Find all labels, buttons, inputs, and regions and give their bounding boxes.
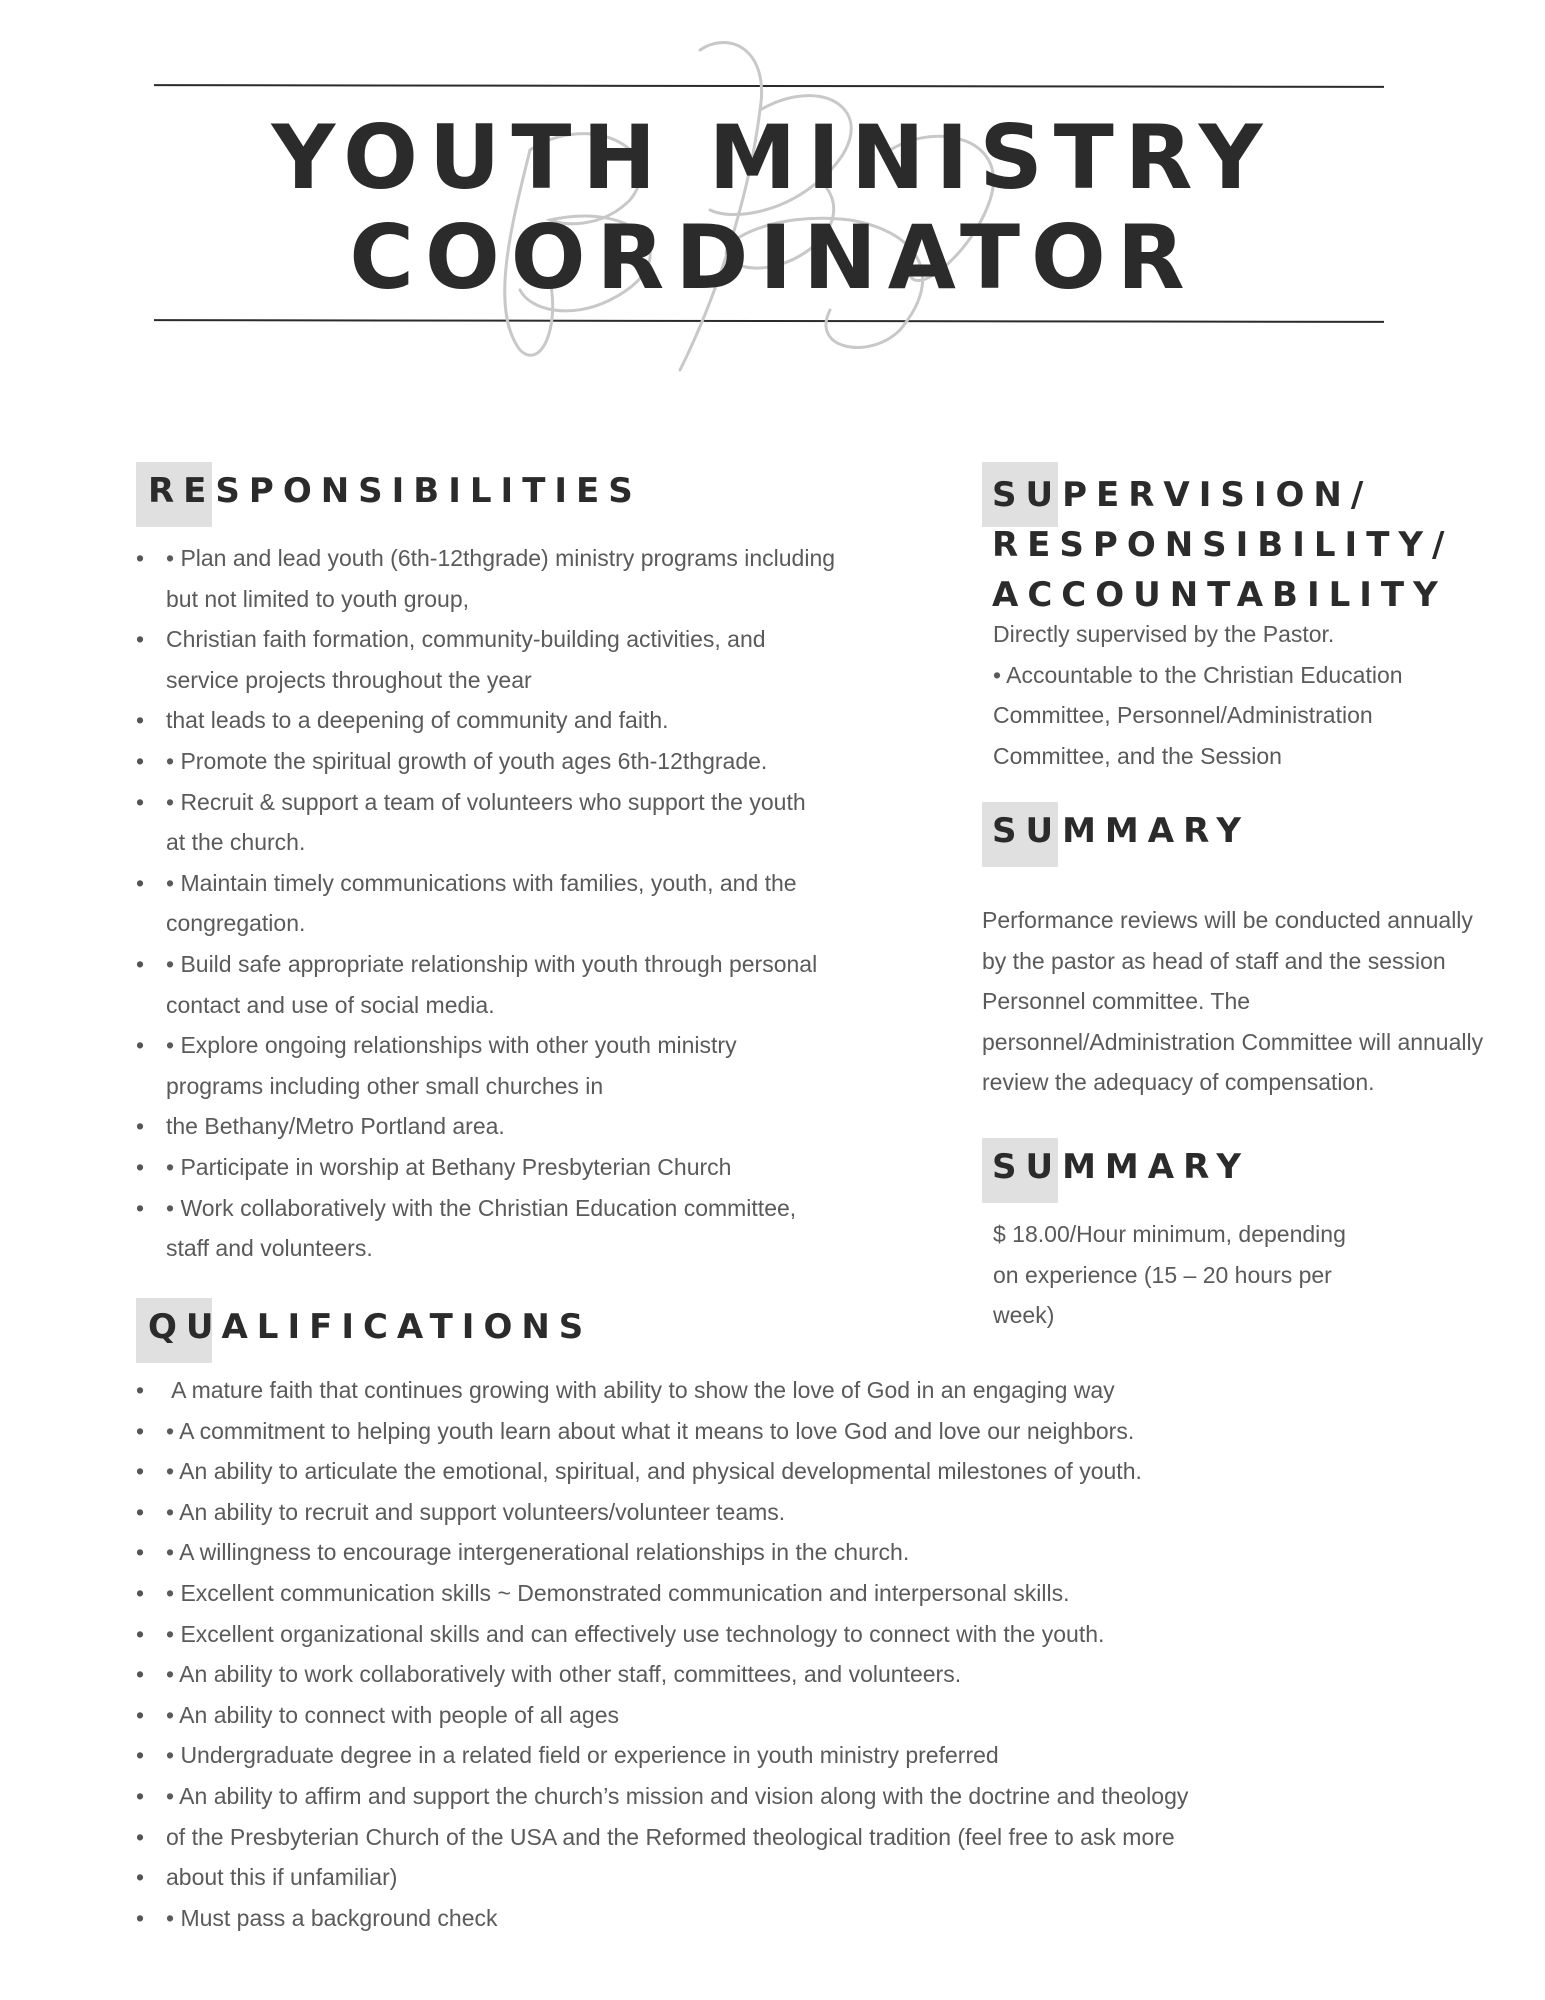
text-line: $ 18.00/Hour minimum, depending [993, 1221, 1346, 1247]
text-line: Committee, Personnel/Administration [993, 702, 1373, 729]
qualifications-heading [136, 1302, 592, 1352]
heading-text: RESPONSIBILITIES [148, 471, 642, 511]
list-item: • • Must pass a background check [136, 1898, 1188, 1939]
text-line: week) [993, 1302, 1055, 1329]
list-item: • • An ability to affirm and support the church’s mission and vision along with the doctrine and theology [136, 1776, 1188, 1817]
list-item: • • Undergraduate degree in a related field or experience in youth ministry preferred [136, 1735, 1188, 1776]
summary-pay-text [993, 1214, 1346, 1336]
heading-text: SUMMARY [992, 811, 1251, 851]
qualifications-list [136, 1370, 1188, 1938]
text-line: on experience (15 – 20 hours per [993, 1261, 1332, 1288]
list-item-continuation: but not limited to youth group, [166, 585, 470, 612]
list-item: • • Maintain timely communications with families, youth, and the [136, 863, 835, 904]
heading-line-2: RESPONSIBILITY/ [992, 525, 1454, 565]
list-item: • • An ability to connect with people of all ages [136, 1695, 1188, 1736]
list-item: • • Recruit & support a team of volunteers who support the youth [136, 782, 835, 823]
summary-reviews-text [982, 900, 1483, 1103]
list-item: • that leads to a deepening of community and faith. [136, 700, 835, 741]
text-line: Personnel committee. The [982, 988, 1251, 1015]
list-item: • • Excellent organizational skills and can effectively use technology to connect with the youth. [136, 1614, 1188, 1655]
heading-text: QUALIFICATIONS [148, 1307, 593, 1347]
list-item-continuation: staff and volunteers. [166, 1235, 373, 1262]
list-item-continuation: programs including other small churches in [166, 1072, 604, 1099]
text-line: • Accountable to the Christian Education [993, 661, 1403, 688]
text-line: Committee, and the Session [993, 742, 1282, 769]
list-item-continuation: contact and use of social media. [166, 991, 495, 1018]
title-line-2: COORDINATOR [349, 206, 1196, 309]
list-item: • about this if unfamiliar) [136, 1857, 1188, 1898]
page-title [0, 108, 1545, 308]
supervision-text [993, 614, 1403, 776]
list-item: • • Build safe appropriate relationship with youth through personal [136, 944, 835, 985]
list-item: • • A willingness to encourage intergenerational relationships in the church. [136, 1532, 1188, 1573]
list-item: • • Explore ongoing relationships with other youth ministry [136, 1025, 835, 1066]
list-item: • • Plan and lead youth (6th-12thgrade) ministry programs including [136, 538, 835, 579]
list-item: • • An ability to articulate the emotional, spiritual, and physical developmental milestones of youth. [136, 1451, 1188, 1492]
text-line: review the adequacy of compensation. [982, 1069, 1375, 1096]
summary-heading [982, 806, 1250, 856]
heading-line-1: SUPERVISION/ [992, 475, 1373, 515]
responsibilities-list [136, 538, 835, 1269]
responsibilities-heading [136, 466, 642, 516]
supervision-heading [982, 470, 1453, 620]
heading-line-3: ACCOUNTABILITY [992, 575, 1447, 615]
list-item-continuation: congregation. [166, 910, 306, 937]
text-line: by the pastor as head of staff and the session [982, 947, 1446, 974]
list-item-continuation: at the church. [166, 829, 306, 856]
list-item: • Christian faith formation, community-building activities, and [136, 619, 835, 660]
list-item: • • Participate in worship at Bethany Presbyterian Church [136, 1147, 835, 1188]
list-item: • the Bethany/Metro Portland area. [136, 1106, 835, 1147]
list-item: • A mature faith that continues growing with ability to show the love of God in an engaging way [136, 1370, 1188, 1411]
list-item-continuation: service projects throughout the year [166, 666, 532, 693]
text-line: Directly supervised by the Pastor. [993, 621, 1335, 647]
text-line: personnel/Administration Committee will annually [982, 1028, 1484, 1055]
text-line: Performance reviews will be conducted annually [982, 907, 1473, 933]
list-item: • • An ability to recruit and support volunteers/volunteer teams. [136, 1492, 1188, 1533]
title-line-1: YOUTH MINISTRY [271, 106, 1274, 209]
list-item: • • An ability to work collaboratively with other staff, committees, and volunteers. [136, 1654, 1188, 1695]
list-item: • • Excellent communication skills ~ Demonstrated communication and interpersonal skills. [136, 1573, 1188, 1614]
list-item: • • Work collaboratively with the Christian Education committee, [136, 1188, 835, 1229]
heading-text: SUMMARY [992, 1147, 1251, 1187]
list-item: • of the Presbyterian Church of the USA and the Reformed theological tradition (feel free to ask more [136, 1817, 1188, 1858]
list-item: • • Promote the spiritual growth of youth ages 6th-12thgrade. [136, 741, 835, 782]
list-item: • • A commitment to helping youth learn about what it means to love God and love our neighbors. [136, 1411, 1188, 1452]
summary-pay-heading [982, 1142, 1250, 1192]
